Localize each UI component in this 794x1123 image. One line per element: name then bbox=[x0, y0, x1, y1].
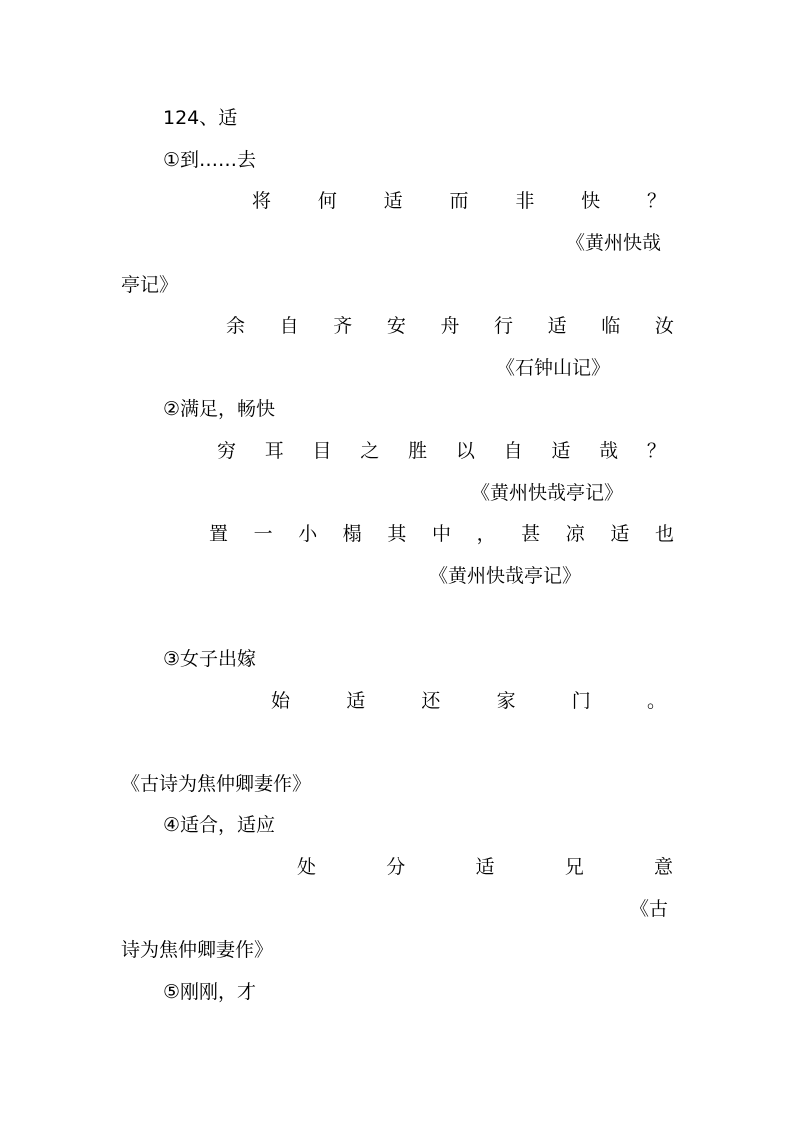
example-char: 其 bbox=[387, 523, 407, 545]
example-char: 哉 bbox=[599, 440, 619, 462]
example-char: 始 bbox=[271, 690, 291, 712]
example-char: 汝 bbox=[654, 315, 674, 337]
example-char: 自 bbox=[279, 315, 299, 337]
example-char: 非 bbox=[515, 190, 535, 212]
sense-3-example-1-source: 《古诗为焦仲卿妻作》 bbox=[121, 773, 312, 795]
example-char: 将 bbox=[252, 190, 272, 212]
sense-1-example-1 bbox=[252, 189, 666, 213]
example-char: 意 bbox=[653, 856, 673, 878]
example-char: 安 bbox=[386, 315, 406, 337]
example-char: ， bbox=[476, 523, 496, 545]
example-char: 小 bbox=[298, 523, 318, 545]
example-char: 处 bbox=[297, 856, 317, 878]
sense-4-example-1-source-tail: 诗为焦仲卿妻作》 bbox=[121, 939, 274, 961]
example-char: 中 bbox=[431, 523, 451, 545]
sense-1-example-1-source-head: 《黄州快哉 bbox=[566, 232, 662, 254]
sense-3-example-1 bbox=[271, 689, 666, 713]
example-char: 何 bbox=[317, 190, 337, 212]
example-char: 适 bbox=[346, 690, 366, 712]
example-char: 适 bbox=[551, 440, 571, 462]
example-char: 也 bbox=[654, 523, 674, 545]
example-char: 一 bbox=[253, 523, 273, 545]
example-char: 门 bbox=[571, 690, 591, 712]
example-char: 穷 bbox=[217, 440, 237, 462]
sense-3-label: ③女子出嫁 bbox=[163, 648, 257, 670]
example-char: 行 bbox=[494, 315, 514, 337]
example-char: ？ bbox=[646, 190, 666, 212]
example-char: 自 bbox=[503, 440, 523, 462]
example-char: 榻 bbox=[342, 523, 362, 545]
example-char: 目 bbox=[312, 440, 332, 462]
sense-4-example-1 bbox=[297, 855, 673, 879]
example-char: 分 bbox=[386, 856, 406, 878]
sense-2-example-2-source: 《黄州快哉亭记》 bbox=[429, 565, 582, 587]
example-char: 齐 bbox=[333, 315, 353, 337]
example-char: 临 bbox=[601, 315, 621, 337]
sense-1-example-2 bbox=[226, 314, 674, 338]
example-char: 甚 bbox=[521, 523, 541, 545]
example-char: 适 bbox=[475, 856, 495, 878]
example-char: 兄 bbox=[564, 856, 584, 878]
entry-heading: 124、适 bbox=[163, 107, 238, 129]
sense-2-label: ②满足，畅快 bbox=[163, 398, 276, 420]
sense-1-label: ①到……去 bbox=[163, 149, 257, 171]
sense-4-example-1-source-head: 《古 bbox=[630, 898, 669, 920]
sense-2-example-2 bbox=[209, 522, 674, 546]
example-char: ？ bbox=[646, 440, 666, 462]
example-char: 快 bbox=[581, 190, 601, 212]
example-char: 。 bbox=[646, 690, 666, 712]
sense-5-label: ⑤刚刚，才 bbox=[163, 981, 257, 1003]
example-char: 之 bbox=[360, 440, 380, 462]
example-char: 凉 bbox=[565, 523, 585, 545]
sense-4-label: ④适合，适应 bbox=[163, 814, 276, 836]
example-char: 胜 bbox=[408, 440, 428, 462]
sense-1-example-1-source-tail: 亭记》 bbox=[121, 274, 179, 296]
example-char: 置 bbox=[209, 523, 229, 545]
example-char: 余 bbox=[226, 315, 246, 337]
example-char: 适 bbox=[383, 190, 403, 212]
example-char: 耳 bbox=[264, 440, 284, 462]
example-char: 以 bbox=[455, 440, 475, 462]
sense-1-example-2-source: 《石钟山记》 bbox=[496, 357, 611, 379]
example-char: 而 bbox=[449, 190, 469, 212]
example-char: 还 bbox=[421, 690, 441, 712]
example-char: 适 bbox=[547, 315, 567, 337]
example-char: 舟 bbox=[440, 315, 460, 337]
example-char: 适 bbox=[610, 523, 630, 545]
example-char: 家 bbox=[496, 690, 516, 712]
sense-2-example-1-source: 《黄州快哉亭记》 bbox=[471, 482, 624, 504]
sense-2-example-1 bbox=[217, 439, 666, 463]
